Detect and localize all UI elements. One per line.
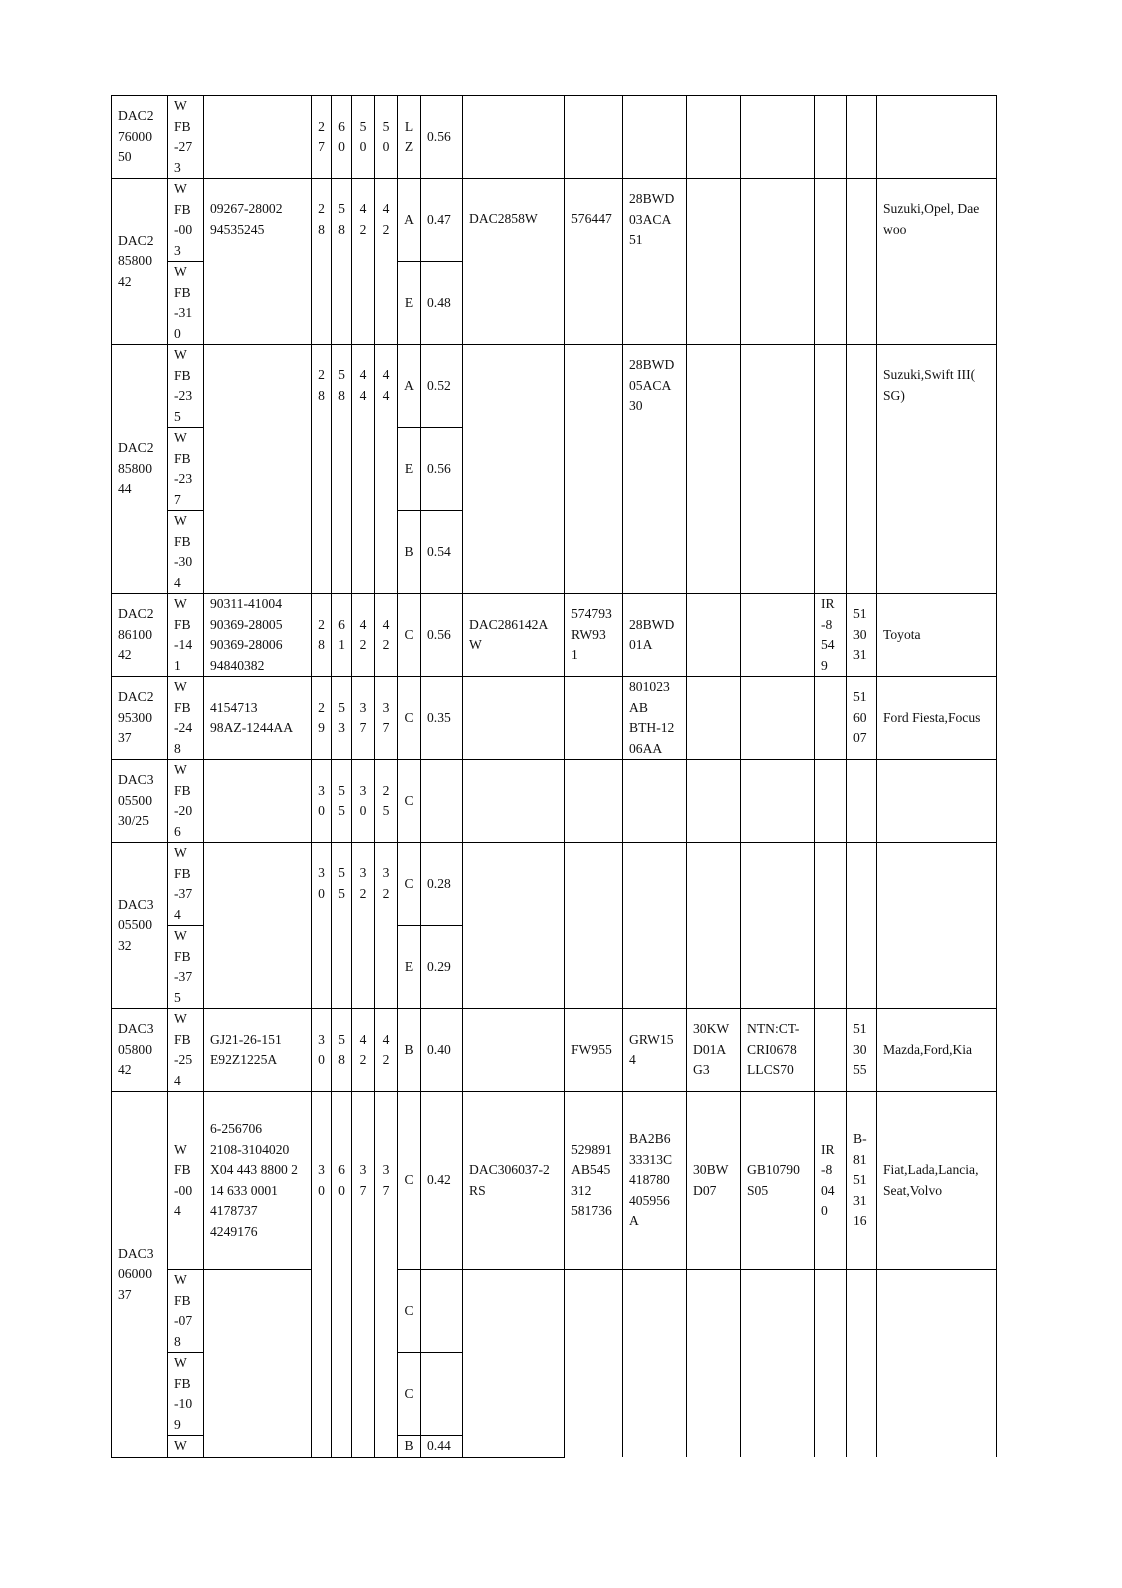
cross-ref-3: 28BWD 01A xyxy=(623,594,687,677)
cross-ref-2-empty xyxy=(565,1270,623,1458)
cross-ref-7 xyxy=(847,345,877,594)
type-code: A xyxy=(398,179,421,262)
dim-c: 4 2 xyxy=(375,1009,398,1092)
oem-numbers: 90311-41004 90369-28005 90369-28006 94840382 xyxy=(204,594,312,677)
type-code: A xyxy=(398,345,421,428)
dim-D: 5 5 xyxy=(332,760,352,843)
bearing-code: DAC2 86100 42 xyxy=(112,594,168,677)
cross-ref-3: 28BWD 05ACA 30 xyxy=(623,345,687,594)
application: Ford Fiesta,Focus xyxy=(877,677,997,760)
cross-ref-7: 51 30 55 xyxy=(847,1009,877,1092)
wfb-code: W FB -30 4 xyxy=(168,511,204,594)
dim-D: 5 3 xyxy=(332,677,352,760)
weight: 0.48 xyxy=(421,262,463,345)
cross-ref-1: DAC306037-2 RS xyxy=(463,1092,565,1270)
cross-ref-3: 28BWD 03ACA 51 xyxy=(623,179,687,345)
dim-c: 4 4 xyxy=(375,345,398,594)
table-row xyxy=(112,677,997,760)
type-code: B xyxy=(398,1436,421,1458)
wfb-code: W FB -31 0 xyxy=(168,262,204,345)
wfb-code: W FB -24 8 xyxy=(168,677,204,760)
dim-b: 3 0 xyxy=(352,760,375,843)
cross-ref-1 xyxy=(463,345,565,594)
dim-D: 5 8 xyxy=(332,345,352,594)
cross-ref-1 xyxy=(463,677,565,760)
cross-ref-3: GRW15 4 xyxy=(623,1009,687,1092)
cross-ref-2 xyxy=(565,345,623,594)
table-row xyxy=(112,843,997,926)
cross-ref-5 xyxy=(741,179,815,345)
dim-d: 3 0 xyxy=(312,1092,332,1458)
table-row xyxy=(112,345,997,428)
cross-ref-5 xyxy=(741,843,815,1009)
dim-c: 3 7 xyxy=(375,677,398,760)
type-code: C xyxy=(398,1353,421,1436)
dim-b: 4 2 xyxy=(352,594,375,677)
dim-b: 4 4 xyxy=(352,345,375,594)
cross-ref-6 xyxy=(815,179,847,345)
cross-ref-7 xyxy=(847,96,877,179)
application xyxy=(877,96,997,179)
application: Fiat,Lada,Lancia, Seat,Volvo xyxy=(877,1092,997,1270)
dim-d: 2 8 xyxy=(312,594,332,677)
dim-D: 6 0 xyxy=(332,1092,352,1458)
cross-ref-5 xyxy=(741,677,815,760)
cross-ref-4 xyxy=(687,760,741,843)
bearing-table xyxy=(111,95,997,1458)
cross-ref-4 xyxy=(687,843,741,1009)
bearing-code: DAC3 05800 42 xyxy=(112,1009,168,1092)
type-code: C xyxy=(398,594,421,677)
dim-d: 2 8 xyxy=(312,179,332,345)
bearing-code: DAC2 76000 50 xyxy=(112,96,168,179)
dim-D: 5 8 xyxy=(332,179,352,345)
oem-numbers xyxy=(204,345,312,594)
weight: 0.56 xyxy=(421,96,463,179)
wfb-code: W FB -14 1 xyxy=(168,594,204,677)
weight xyxy=(421,1270,463,1353)
table-row xyxy=(112,1009,997,1092)
cross-ref-2: 574793 RW93 1 xyxy=(565,594,623,677)
dim-D: 6 0 xyxy=(332,96,352,179)
dim-b: 4 2 xyxy=(352,1009,375,1092)
weight: 0.35 xyxy=(421,677,463,760)
dim-b: 4 2 xyxy=(352,179,375,345)
cross-ref-6 xyxy=(815,1009,847,1092)
cross-ref-1 xyxy=(463,1009,565,1092)
application xyxy=(877,843,997,1009)
type-code: C xyxy=(398,843,421,926)
dim-c: 3 2 xyxy=(375,843,398,1009)
dim-D: 6 1 xyxy=(332,594,352,677)
cross-ref-2: 576447 xyxy=(565,179,623,345)
bearing-code: DAC2 95300 37 xyxy=(112,677,168,760)
cross-ref-3 xyxy=(623,96,687,179)
weight xyxy=(421,1353,463,1436)
cross-ref-1 xyxy=(463,843,565,1009)
dim-b: 3 2 xyxy=(352,843,375,1009)
dim-d: 2 8 xyxy=(312,345,332,594)
cross-ref-4 xyxy=(687,677,741,760)
type-code: C xyxy=(398,760,421,843)
cross-ref-4 xyxy=(687,96,741,179)
table-row xyxy=(112,594,997,677)
type-code: L Z xyxy=(398,96,421,179)
cross-ref-4: 30BW D07 xyxy=(687,1092,741,1270)
application: Suzuki,Swift III( SG) xyxy=(877,345,997,594)
cross-ref-4 xyxy=(687,594,741,677)
type-code: E xyxy=(398,926,421,1009)
type-code: E xyxy=(398,428,421,511)
dim-c: 3 7 xyxy=(375,1092,398,1458)
cross-ref-1: DAC286142A W xyxy=(463,594,565,677)
dim-c: 2 5 xyxy=(375,760,398,843)
cross-ref-2 xyxy=(565,760,623,843)
dim-d: 3 0 xyxy=(312,760,332,843)
cross-ref-2: 529891 AB545 312 581736 xyxy=(565,1092,623,1270)
cross-ref-6 xyxy=(815,843,847,1009)
bearing-code: DAC3 05500 32 xyxy=(112,843,168,1009)
table-row xyxy=(112,760,997,843)
wfb-code: W FB -37 5 xyxy=(168,926,204,1009)
dim-D: 5 5 xyxy=(332,843,352,1009)
bearing-code: DAC2 85800 42 xyxy=(112,179,168,345)
cross-ref-4 xyxy=(687,345,741,594)
cross-ref-6: IR -8 54 9 xyxy=(815,594,847,677)
cross-ref-7-empty xyxy=(847,1270,877,1458)
dim-d: 2 7 xyxy=(312,96,332,179)
wfb-code: W FB -23 7 xyxy=(168,428,204,511)
application-empty xyxy=(877,1270,997,1458)
wfb-code: W xyxy=(168,1436,204,1458)
table-row xyxy=(112,1092,997,1270)
weight: 0.42 xyxy=(421,1092,463,1270)
weight: 0.54 xyxy=(421,511,463,594)
dim-d: 3 0 xyxy=(312,843,332,1009)
wfb-code: W FB -10 9 xyxy=(168,1353,204,1436)
cross-ref-5 xyxy=(741,594,815,677)
wfb-code: W FB -25 4 xyxy=(168,1009,204,1092)
cross-ref-3 xyxy=(623,760,687,843)
bearing-code: DAC2 85800 44 xyxy=(112,345,168,594)
dim-b: 5 0 xyxy=(352,96,375,179)
cross-ref-6 xyxy=(815,345,847,594)
weight: 0.47 xyxy=(421,179,463,262)
cross-ref-1 xyxy=(463,760,565,843)
weight: 0.44 xyxy=(421,1436,463,1458)
oem-numbers-empty xyxy=(204,1270,312,1458)
cross-ref-5 xyxy=(741,96,815,179)
type-code: B xyxy=(398,1009,421,1092)
bearing-code: DAC3 05500 30/25 xyxy=(112,760,168,843)
cross-ref-4 xyxy=(687,179,741,345)
cross-ref-2 xyxy=(565,677,623,760)
cross-ref-2 xyxy=(565,843,623,1009)
oem-numbers xyxy=(204,96,312,179)
wfb-code: W FB -37 4 xyxy=(168,843,204,926)
wfb-code: W FB -07 8 xyxy=(168,1270,204,1353)
cross-ref-6 xyxy=(815,677,847,760)
table-row xyxy=(112,1270,997,1353)
dim-D: 5 8 xyxy=(332,1009,352,1092)
dim-d: 3 0 xyxy=(312,1009,332,1092)
cross-ref-6-empty xyxy=(815,1270,847,1458)
type-code: B xyxy=(398,511,421,594)
cross-ref-1: DAC2858W xyxy=(463,179,565,345)
type-code: C xyxy=(398,1270,421,1353)
dim-d: 2 9 xyxy=(312,677,332,760)
application: Toyota xyxy=(877,594,997,677)
cross-ref-5: NTN:CT- CRI0678 LLCS70 xyxy=(741,1009,815,1092)
wfb-code: W FB -00 3 xyxy=(168,179,204,262)
cross-ref-6 xyxy=(815,96,847,179)
cross-ref-7: 51 30 31 xyxy=(847,594,877,677)
cross-ref-5-empty xyxy=(741,1270,815,1458)
type-code: E xyxy=(398,262,421,345)
dim-b: 3 7 xyxy=(352,1092,375,1458)
application: Suzuki,Opel, Dae woo xyxy=(877,179,997,345)
cross-ref-2: FW955 xyxy=(565,1009,623,1092)
type-code: C xyxy=(398,1092,421,1270)
cross-ref-6 xyxy=(815,760,847,843)
cross-ref-6: IR -8 04 0 xyxy=(815,1092,847,1270)
weight: 0.40 xyxy=(421,1009,463,1092)
wfb-code: W FB -20 6 xyxy=(168,760,204,843)
weight: 0.29 xyxy=(421,926,463,1009)
table-row xyxy=(112,179,997,262)
weight: 0.28 xyxy=(421,843,463,926)
cross-ref-3: BA2B6 33313C 418780 405956 A xyxy=(623,1092,687,1270)
application xyxy=(877,760,997,843)
cross-ref-7 xyxy=(847,843,877,1009)
cross-ref-5 xyxy=(741,760,815,843)
weight: 0.52 xyxy=(421,345,463,428)
oem-numbers xyxy=(204,760,312,843)
type-code: C xyxy=(398,677,421,760)
cross-ref-3: 801023 AB BTH-12 06AA xyxy=(623,677,687,760)
cross-ref-7: B- 81 51 31 16 xyxy=(847,1092,877,1270)
cross-ref-3-empty xyxy=(623,1270,687,1458)
cross-ref-4-empty xyxy=(687,1270,741,1458)
cross-ref-7 xyxy=(847,760,877,843)
oem-numbers xyxy=(204,843,312,1009)
cross-ref-7: 51 60 07 xyxy=(847,677,877,760)
dim-c: 4 2 xyxy=(375,594,398,677)
cross-ref-7 xyxy=(847,179,877,345)
application: Mazda,Ford,Kia xyxy=(877,1009,997,1092)
cross-ref-5: GB10790 S05 xyxy=(741,1092,815,1270)
oem-numbers: 6-256706 2108-3104020 X04 443 8800 2 14 633 0001 4178737 4249176 xyxy=(204,1092,312,1270)
cross-ref-2 xyxy=(565,96,623,179)
bearing-code: DAC3 06000 37 xyxy=(112,1092,168,1458)
dim-c: 4 2 xyxy=(375,179,398,345)
cross-ref-4: 30KW D01A G3 xyxy=(687,1009,741,1092)
weight: 0.56 xyxy=(421,594,463,677)
oem-numbers: 09267-28002 94535245 xyxy=(204,179,312,345)
cross-ref-1-empty xyxy=(463,1270,565,1458)
cross-ref-5 xyxy=(741,345,815,594)
dim-b: 3 7 xyxy=(352,677,375,760)
table-row xyxy=(112,96,997,179)
weight: 0.56 xyxy=(421,428,463,511)
wfb-code: W FB -23 5 xyxy=(168,345,204,428)
weight xyxy=(421,760,463,843)
wfb-code: W FB -27 3 xyxy=(168,96,204,179)
dim-c: 5 0 xyxy=(375,96,398,179)
oem-numbers: GJ21-26-151 E92Z1225A xyxy=(204,1009,312,1092)
cross-ref-3 xyxy=(623,843,687,1009)
cross-ref-1 xyxy=(463,96,565,179)
wfb-code: W FB -00 4 xyxy=(168,1092,204,1270)
oem-numbers: 4154713 98AZ-1244AA xyxy=(204,677,312,760)
